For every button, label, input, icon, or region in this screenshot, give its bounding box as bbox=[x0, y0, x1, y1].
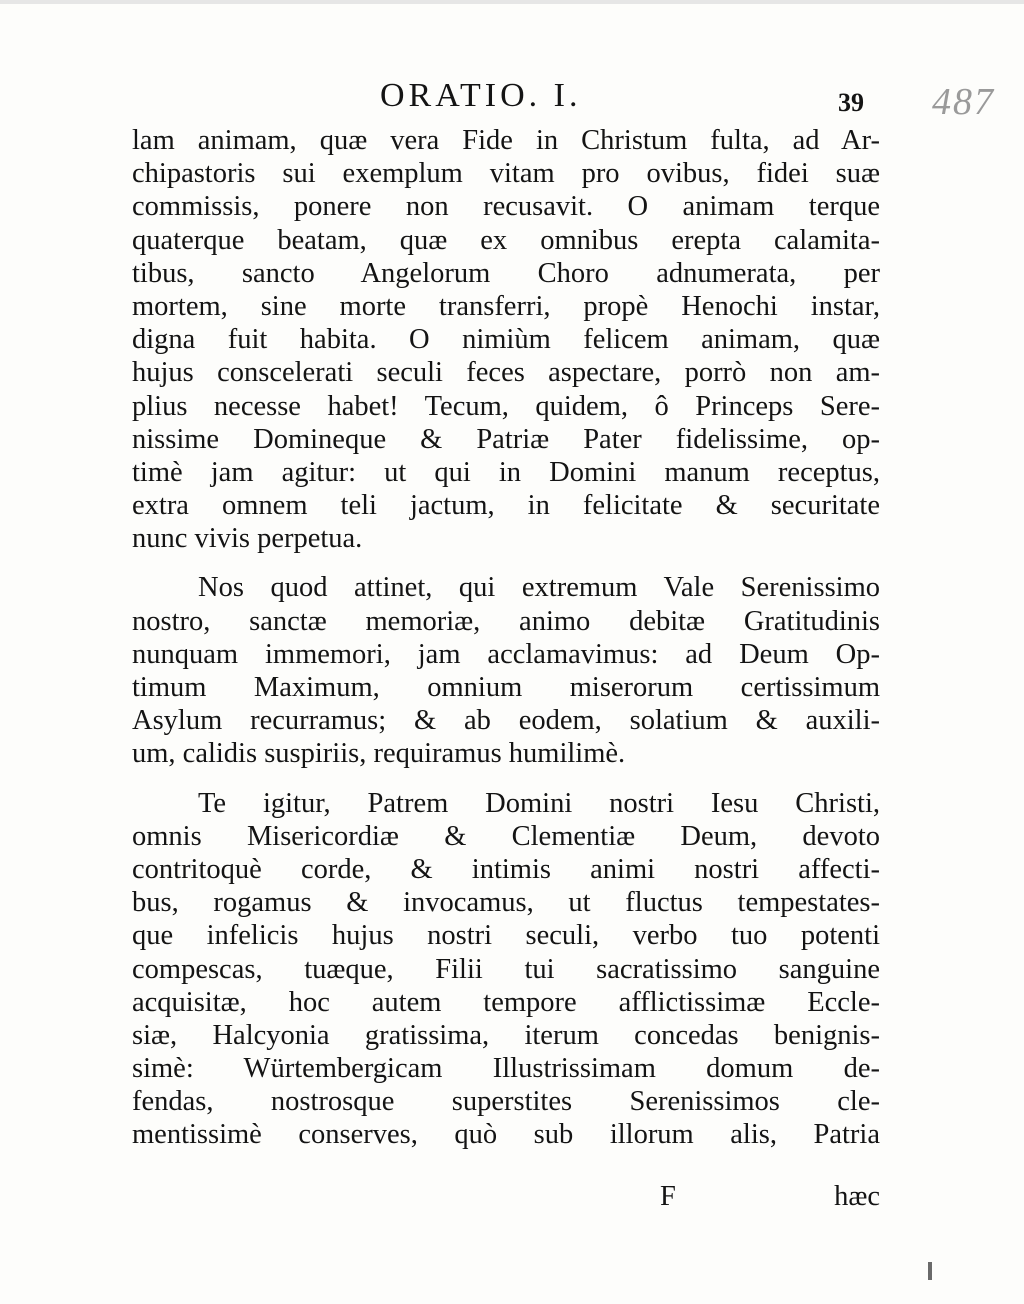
text-line: lam animam, quæ vera Fide in Christum fulta, ad Ar- bbox=[132, 125, 880, 156]
text-line: Asylum recurramus; & ab eodem, solatium & auxili- bbox=[132, 705, 880, 737]
text-line: bus, rogamus & invocamus, ut fluctus tempestates- bbox=[132, 887, 880, 919]
paragraph-2 bbox=[132, 571, 880, 770]
paragraph-1 bbox=[132, 124, 880, 555]
page-footer bbox=[132, 1180, 880, 1214]
catchword: hæc bbox=[834, 1181, 880, 1212]
text-line: simè: Würtembergicam Illustrissimam domum de- bbox=[132, 1053, 880, 1085]
body-text bbox=[132, 124, 880, 1152]
text-line: quaterque beatam, quæ ex omnibus erepta calamita- bbox=[132, 224, 880, 256]
text-line: fendas, nostrosque superstites Serenissimos cle- bbox=[132, 1086, 880, 1118]
text-line: nostro, sanctæ memoriæ, animo debitæ Gratitudinis bbox=[132, 605, 880, 637]
paragraph-gap bbox=[132, 555, 880, 571]
text-line: nunquam immemori, jam acclamavimus: ad Deum Op- bbox=[132, 638, 880, 670]
text-line: chipastoris sui exemplum vitam pro ovibus, fidei suæ bbox=[132, 158, 880, 190]
text-line: tibus, sancto Angelorum Choro adnumerata, per bbox=[132, 257, 880, 289]
text-line: que infelicis hujus nostri seculi, verbo tuo potenti bbox=[132, 920, 880, 952]
text-line: digna fuit habita. O nimiùm felicem animam, quæ bbox=[132, 324, 880, 356]
text-line: um, calidis suspiriis, requiramus humilimè. bbox=[132, 738, 626, 770]
text-line: siæ, Halcyonia gratissima, iterum concedas benignis- bbox=[132, 1019, 880, 1051]
text-line: mortem, sine morte transferri, propè Henochi instar, bbox=[132, 290, 880, 322]
signature-mark: F bbox=[660, 1181, 676, 1212]
paragraph-gap bbox=[132, 771, 880, 787]
page-number: 39 bbox=[838, 88, 864, 117]
paragraph-3 bbox=[132, 787, 880, 1152]
running-head: ORATIO. I. bbox=[380, 77, 582, 114]
text-line: timum Maximum, omnium miserorum certissimum bbox=[132, 672, 880, 703]
text-line: commissis, ponere non recusavit. O animam terque bbox=[132, 191, 880, 223]
library-shelf-mark: 487 bbox=[932, 81, 995, 123]
text-line: timè jam agitur: ut qui in Domini manum receptus, bbox=[132, 456, 880, 488]
text-line: extra omnem teli jactum, in felicitate & securitate bbox=[132, 490, 880, 522]
scan-edge-mark bbox=[928, 1262, 932, 1280]
text-line: Nos quod attinet, qui extremum Vale Serenissimo bbox=[198, 572, 880, 604]
text-line: nissime Domineque & Patriæ Pater fidelissime, op- bbox=[132, 423, 880, 455]
text-line: plius necesse habet! Tecum, quidem, ô Princeps Sere- bbox=[132, 390, 880, 422]
text-line: omnis Misericordiæ & Clementiæ Deum, devoto bbox=[132, 820, 880, 852]
text-line: mentissimè conserves, quò sub illorum alis, Patria bbox=[132, 1119, 880, 1151]
text-line: contritoquè corde, & intimis animi nostri affecti- bbox=[132, 853, 880, 885]
text-line: acquisitæ, hoc autem tempore afflictissimæ Eccle- bbox=[132, 986, 880, 1018]
text-line: hujus conscelerati seculi feces aspectare, porrò non am- bbox=[132, 357, 880, 389]
page-edge-shadow bbox=[0, 0, 1024, 4]
text-line: Te igitur, Patrem Domini nostri Iesu Christi, bbox=[198, 787, 880, 819]
text-line: nunc vivis perpetua. bbox=[132, 523, 363, 555]
text-line: compescas, tuæque, Filii tui sacratissimo sanguine bbox=[132, 953, 880, 985]
